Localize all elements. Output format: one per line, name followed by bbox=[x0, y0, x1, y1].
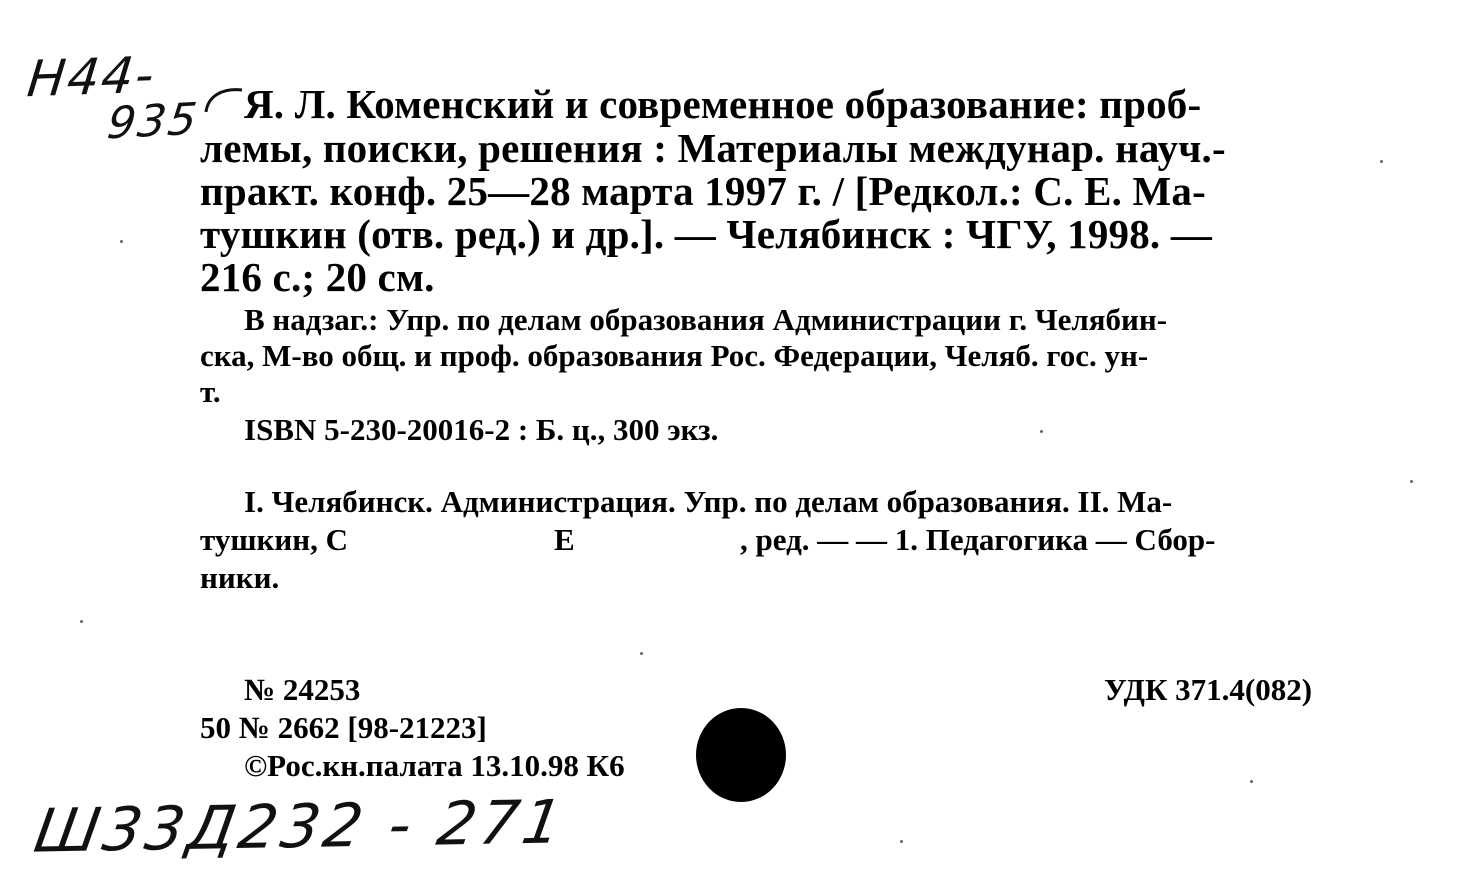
note-line-2: ска, М-во общ. и проф. образования Рос. Федерации, Челяб. гос. ун- bbox=[200, 338, 1149, 373]
title-line-4: тушкин (отв. ред.) и др.]. — Челябинск : ЧГУ, 1998. — bbox=[200, 211, 1213, 257]
isbn-line: ISBN 5-230-20016-2 : Б. ц., 300 экз. bbox=[244, 412, 719, 447]
registration-number: № 24253 bbox=[244, 672, 361, 707]
title-line-3: практ. конф. 25—28 марта 1997 г. / [Редкол.: С. Е. Ма- bbox=[200, 168, 1206, 214]
note-line-3: т. bbox=[200, 374, 221, 409]
title-line-2: лемы, поиски, решения : Материалы междунар. науч.- bbox=[200, 125, 1226, 171]
scan-speck bbox=[1250, 780, 1253, 783]
scan-speck bbox=[120, 240, 123, 243]
index-line-2-initial: Е bbox=[554, 522, 575, 557]
order-number-line: 50 № 2662 [98-21223] bbox=[200, 710, 487, 745]
scan-speck bbox=[640, 652, 643, 655]
scan-speck bbox=[1040, 430, 1043, 433]
index-line-1: I. Челябинск. Администрация. Упр. по делам образования. II. Ма- bbox=[244, 484, 1173, 519]
handwritten-hook-mark bbox=[202, 86, 246, 116]
punch-hole-mark bbox=[696, 708, 786, 802]
chamber-line: ©Рос.кн.палата 13.10.98 К6 bbox=[244, 748, 625, 783]
handwritten-shelfmark-top-number: 935 bbox=[104, 93, 202, 150]
title-line-1: Я. Л. Коменский и современное образование: проб- bbox=[244, 81, 1202, 127]
index-line-2-name: тушкин, С bbox=[200, 522, 348, 557]
scan-speck bbox=[80, 620, 83, 623]
index-line-3: ники. bbox=[200, 560, 280, 595]
title-line-5: 216 с.; 20 см. bbox=[200, 254, 435, 300]
handwritten-shelfmark-top: Н44- bbox=[24, 45, 159, 109]
note-line-1: В надзаг.: Упр. по делам образования Администрации г. Челябин- bbox=[244, 302, 1168, 337]
handwritten-shelfmark-bottom: Ш33Д232 - 271 bbox=[29, 787, 571, 867]
scan-speck bbox=[1380, 160, 1383, 163]
udk-code: УДК 371.4(082) bbox=[1104, 672, 1313, 707]
index-line-2-rest: , ред. — — 1. Педагогика — Сбор- bbox=[740, 522, 1216, 557]
scan-speck bbox=[1410, 480, 1413, 483]
scan-speck bbox=[900, 840, 903, 843]
